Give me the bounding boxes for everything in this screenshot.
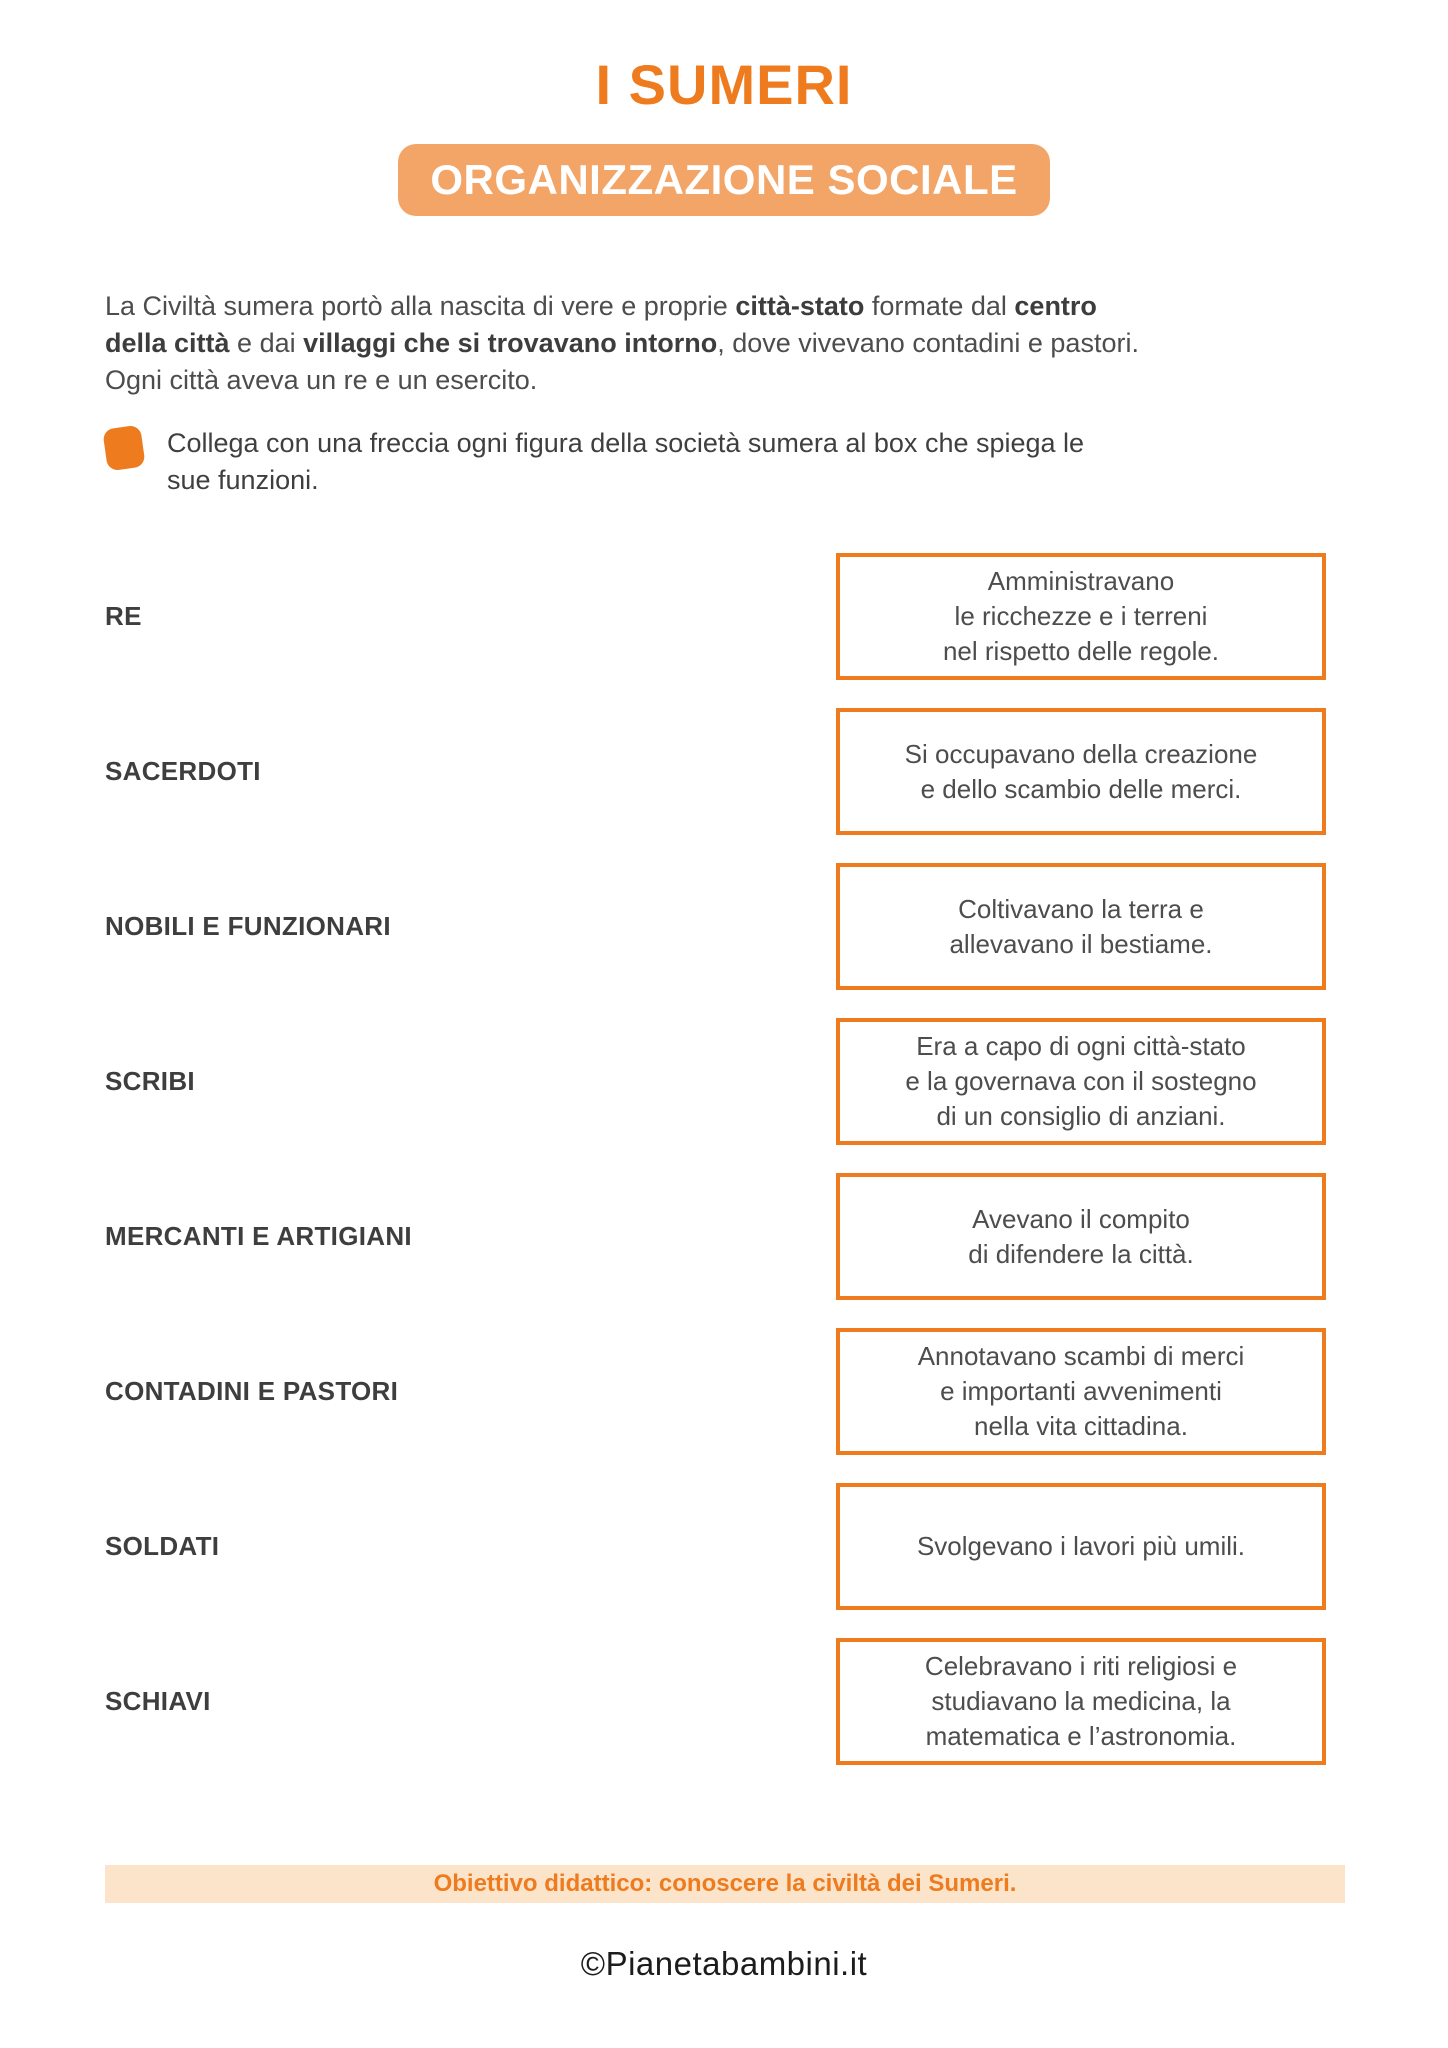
figure-label: SACERDOTI	[105, 756, 261, 787]
function-box-text: Era a capo di ogni città-stato e la governava con il sostegno di un consiglio di anziani.	[905, 1031, 1257, 1132]
subtitle-badge: ORGANIZZAZIONE SOCIALE	[398, 144, 1049, 216]
objective-bar	[105, 1865, 1345, 1903]
copyright-text: ©Pianetabambini.it	[580, 1945, 868, 1983]
figure-label: MERCANTI E ARTIGIANI	[105, 1221, 412, 1252]
matching-row	[105, 1328, 1326, 1455]
matching-row	[105, 1018, 1326, 1145]
matching-rows	[105, 553, 1326, 1765]
intro-paragraph: La Civiltà sumera portò alla nascita di vere e proprie città-stato formate dal centro della città e dai villaggi che si trovavano intorno, dove vivevano contadini e pastori. Ogni città aveva un re e un esercito.	[105, 291, 1139, 396]
function-box	[836, 1018, 1326, 1145]
function-box	[836, 553, 1326, 680]
figure-label: NOBILI E FUNZIONARI	[105, 911, 391, 942]
function-box-text: Celebravano i riti religiosi e studiavano la medicina, la matematica e l’astronomia.	[924, 1651, 1238, 1752]
subtitle-badge-wrap	[0, 144, 1448, 216]
function-box-text: Amministravano le ricchezze e i terreni nel rispetto delle regole.	[942, 566, 1220, 667]
instruction-row	[105, 425, 1343, 499]
figure-label: SOLDATI	[105, 1531, 220, 1562]
matching-row	[105, 553, 1326, 680]
matching-row	[105, 1638, 1326, 1765]
function-box	[836, 708, 1326, 835]
function-box	[836, 1328, 1326, 1455]
objective-text: Obiettivo didattico: conoscere la civiltà dei Sumeri.	[433, 1870, 1017, 1898]
figure-label: RE	[105, 601, 142, 632]
function-box	[836, 1173, 1326, 1300]
function-box	[836, 1483, 1326, 1610]
function-box-text: Si occupavano della creazione e dello scambio delle merci.	[904, 738, 1258, 804]
matching-row	[105, 1483, 1326, 1610]
function-box	[836, 1638, 1326, 1765]
function-box	[836, 863, 1326, 990]
matching-row	[105, 708, 1326, 835]
page-title: I SUMERI	[595, 53, 853, 116]
matching-row	[105, 863, 1326, 990]
function-box-text: Svolgevano i lavori più umili.	[916, 1531, 1246, 1562]
figure-label: SCRIBI	[105, 1066, 195, 1097]
figure-label: CONTADINI E PASTORI	[105, 1376, 399, 1407]
figure-label: SCHIAVI	[105, 1686, 211, 1717]
matching-row	[105, 1173, 1326, 1300]
instruction-text: Collega con una freccia ogni figura della società sumera al box che spiega le sue funzioni.	[167, 428, 1085, 496]
function-box-text: Avevano il compito di difendere la città.	[968, 1203, 1194, 1269]
function-box-text: Coltivavano la terra e allevavano il bestiame.	[949, 893, 1213, 959]
function-box-text: Annotavano scambi di merci e importanti avvenimenti nella vita cittadina.	[917, 1341, 1245, 1442]
pencil-blob-icon	[102, 425, 145, 472]
